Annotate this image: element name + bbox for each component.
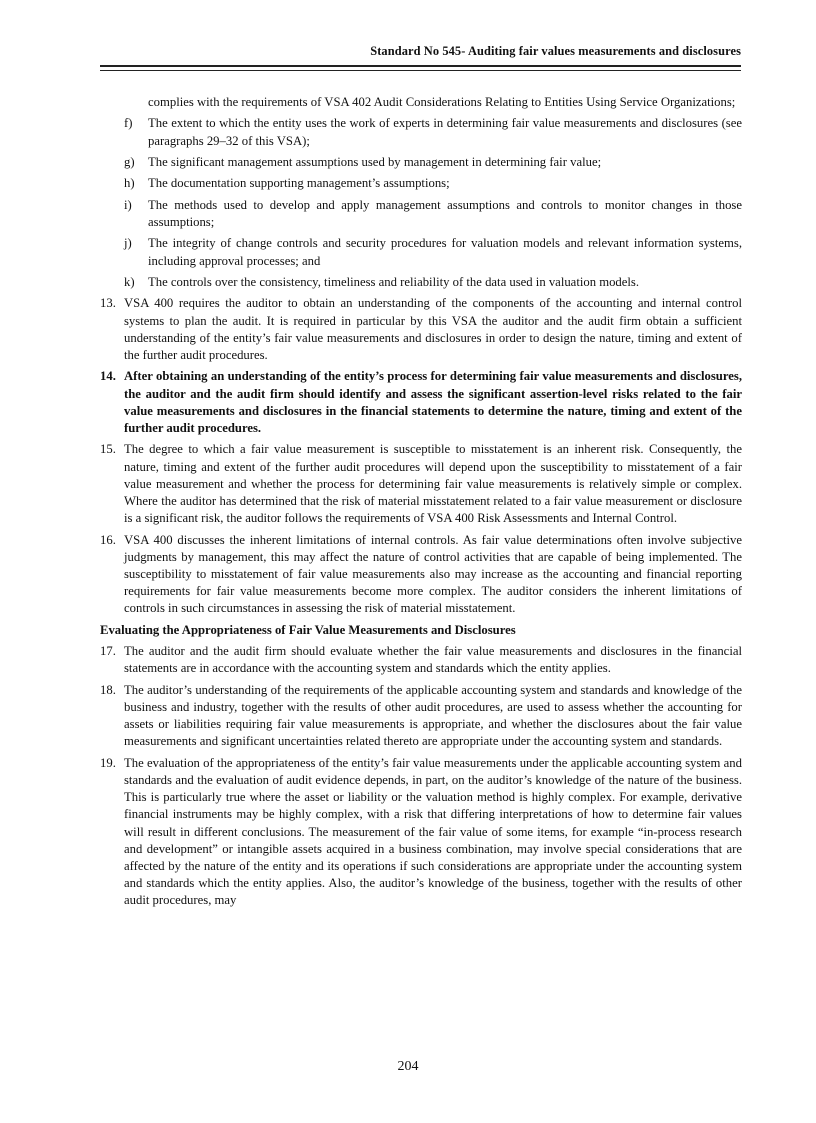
paragraph-14 bbox=[100, 368, 742, 437]
paragraph-number: 13. bbox=[100, 296, 116, 311]
paragraph-number: 19. bbox=[100, 755, 116, 770]
sub-item bbox=[100, 154, 742, 171]
paragraph-text: The evaluation of the appropriateness of the entity’s fair value measurements under the applicable accounting system and standards and the evaluation of audit evidence depends, in part, on the auditor’s knowledge of the nature of the business. This is particularly true where the asset or liability or the valuation method is highly complex. For example, derivative financial instruments may be highly complex, with a risk that differing interpretations of how to determine fair values will result in different conclusions. The measurement of the fair value of some items, for example “in-process research and development” or intangible assets acquired in a business combination, may involve special considerations that are affected by the nature of the entity and its operations if such considerations are appropriate under the accounting system and standards which the entity applies. Also, the auditor’s knowledge of the business, together with the results of other audit procedures, may bbox=[124, 755, 742, 908]
sub-item-label: i) bbox=[124, 197, 132, 212]
sub-item-label: j) bbox=[124, 236, 132, 251]
sub-item-label: f) bbox=[124, 116, 133, 131]
paragraph-number: 17. bbox=[100, 644, 116, 659]
paragraph-number: 18. bbox=[100, 682, 116, 697]
paragraph-number: 16. bbox=[100, 532, 116, 547]
running-header: Standard No 545- Auditing fair values measurements and disclosures bbox=[370, 44, 741, 58]
continuation-text: complies with the requirements of VSA 402 Audit Considerations Relating to Entities Using Service Organizations; bbox=[148, 95, 736, 109]
paragraph-15 bbox=[100, 441, 742, 527]
sub-item-text: The integrity of change controls and security procedures for valuation models and relevant information systems, including approval processes; and bbox=[148, 236, 742, 268]
sub-item-label: k) bbox=[124, 274, 135, 289]
paragraph-19 bbox=[100, 755, 742, 910]
paragraph-number: 15. bbox=[100, 442, 116, 457]
sub-item-text: The documentation supporting management’s assumptions; bbox=[148, 176, 450, 191]
sub-item bbox=[100, 274, 742, 291]
page-number: 204 bbox=[397, 1059, 419, 1074]
paragraph-text: VSA 400 requires the auditor to obtain an understanding of the components of the accounting and internal control systems to plan the audit. It is required in particular by this VSA the auditor and the audit firm obtain a sufficient understanding of the entity’s fair value measurements and disclosures in order to design the nature, timing and extent of the further audit procedures. bbox=[124, 296, 742, 362]
sub-item bbox=[100, 235, 742, 269]
sub-item-list bbox=[100, 115, 742, 291]
paragraph-18 bbox=[100, 682, 742, 751]
sub-item bbox=[100, 175, 742, 192]
page-body bbox=[100, 94, 742, 914]
sub-item bbox=[100, 197, 742, 231]
paragraph-text: VSA 400 discusses the inherent limitations of internal controls. As fair value determinations often involve subjective judgments by management, this may affect the nature of control activities that are capable of being implemented. The susceptibility to misstatement of fair value measurements also may increase as the accounting and financial reporting requirements for fair value measurements become more complex. The auditor considers the inherent limitations of controls in such circumstances in assessing the risk of material misstatement. bbox=[124, 532, 742, 616]
sub-item-text: The significant management assumptions used by management in determining fair value; bbox=[148, 154, 602, 169]
sub-item bbox=[100, 115, 742, 149]
paragraph-number: 14. bbox=[100, 369, 116, 384]
sub-item-label: g) bbox=[124, 154, 135, 169]
paragraph-text: The degree to which a fair value measurement is susceptible to misstatement is an inherent risk. Consequently, the nature, timing and extent of the further audit procedures will depend upon the susceptibility to misstatement of a fair value measurement and whether the process for determining fair value measurements is relatively simple or complex. Where the auditor has determined that the risk of material misstatement related to a fair value measurement or disclosure is a significant risk, the auditor follows the requirements of VSA 400 Risk Assessments and Internal Control. bbox=[124, 442, 742, 526]
paragraph-13 bbox=[100, 295, 742, 364]
section-heading: Evaluating the Appropriateness of Fair Value Measurements and Disclosures bbox=[100, 622, 516, 637]
paragraph-text: After obtaining an understanding of the entity’s process for determining fair value measurements and disclosures, the auditor and the audit firm should identify and assess the significant assertion-level risks related to the fair value measurements and disclosures in the financial statements to determine the nature, timing and extent of the further audit procedures. bbox=[124, 369, 742, 435]
sub-item-text: The methods used to develop and apply management assumptions and controls to monitor changes in those assumptions; bbox=[148, 197, 742, 229]
sub-item-label: h) bbox=[124, 176, 135, 191]
sub-item-text: The extent to which the entity uses the work of experts in determining fair value measurements and disclosures (see paragraphs 29–32 of this VSA); bbox=[148, 116, 742, 148]
paragraph-16 bbox=[100, 532, 742, 618]
paragraph-text: The auditor’s understanding of the requirements of the applicable accounting system and standards and knowledge of the business and industry, together with the results of other audit procedures, are used to assess whether the accounting for assets or liabilities requiring fair value measurements is appropriate, and whether the disclosures about the fair value measurements and significant uncertainties related thereto are appropriate under the accounting system and standards. bbox=[124, 682, 742, 749]
header-rule-thin bbox=[100, 70, 741, 71]
sub-item-text: The controls over the consistency, timeliness and reliability of the data used in valuation models. bbox=[148, 274, 640, 289]
paragraph-17 bbox=[100, 643, 742, 677]
paragraph-text: The auditor and the audit firm should evaluate whether the fair value measurements and disclosures in the financial statements are in accordance with the accounting system and standards which the entity applies. bbox=[124, 644, 742, 676]
header-rule-thick bbox=[100, 65, 741, 67]
